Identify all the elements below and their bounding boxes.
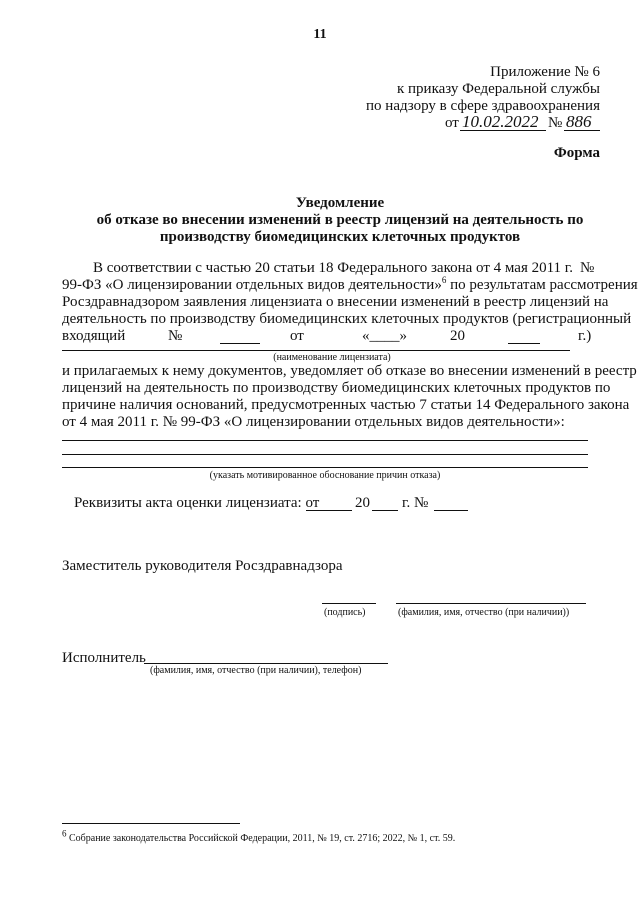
paragraph1-line2 (62, 277, 638, 294)
registration-number-blank (220, 343, 260, 344)
reason-caption: (указать мотивированное обоснование причин отказа) (209, 470, 441, 481)
registration-year-prefix: 20 (450, 328, 465, 344)
notice-title: Уведомление (295, 195, 385, 211)
registration-incoming-label: входящий (62, 328, 126, 344)
assessment-date-blank (306, 510, 352, 511)
paragraph2-line1: и прилагаемых к нему документов, уведомляет об отказе во внесении изменений в реестр (62, 363, 637, 379)
order-number-value: 886 (566, 112, 592, 131)
name-caption: (фамилия, имя, отчество (при наличии)) (398, 607, 570, 618)
footnote-separator (62, 823, 240, 824)
paragraph1-line4: деятельность по производству биомедицинских клеточных продуктов (регистрационный (62, 311, 632, 327)
order-date-line (460, 130, 546, 131)
registration-year-suffix: г.) (578, 328, 592, 344)
paragraph1-number-sign: № (580, 260, 595, 276)
paragraph2-line4: от 4 мая 2011 г. № 99-ФЗ «О лицензировании отдельных видов деятельности»: (62, 414, 565, 430)
paragraph1-line2-end: по результатам рассмотрения (446, 277, 638, 293)
order-number-line (564, 130, 600, 131)
form-label: Форма (553, 145, 600, 161)
name-line (396, 603, 586, 604)
notice-title-line2: об отказе во внесении изменений в реестр лицензий на деятельность по (96, 212, 584, 228)
assessment-label: Реквизиты акта оценки лицензиата: от (74, 495, 320, 511)
assessment-number-label: г. № (402, 495, 429, 511)
page-number: 11 (313, 27, 327, 42)
reason-line-2 (62, 454, 588, 455)
paragraph1-law-name: 99-ФЗ «О лицензировании отдельных видов деятельности» (62, 277, 442, 293)
registration-number-sign: № (168, 328, 183, 344)
appendix-order-line: к приказу Федеральной службы (396, 81, 600, 97)
footnote-text: Собрание законодательства Российской Федерации, 2011, № 19, ст. 2716; 2022, № 1, ст. 59. (66, 833, 456, 844)
signature-caption: (подпись) (324, 607, 366, 618)
executor-label: Исполнитель (62, 650, 146, 666)
footnote (62, 828, 456, 845)
registration-from-label: от (290, 328, 304, 344)
licensee-name-caption: (наименование лицензиата) (273, 352, 391, 363)
order-date-prefix: от (445, 115, 459, 131)
reason-line-1 (62, 440, 588, 441)
registration-day-blank: «____» (362, 328, 407, 344)
appendix-agency-line: по надзору в сфере здравоохранения (366, 98, 600, 114)
paragraph2-line3: причине наличия оснований, предусмотренных частью 7 статьи 14 Федерального закона (62, 397, 630, 413)
deputy-head-title: Заместитель руководителя Росздравнадзора (62, 558, 343, 574)
footnote-reference: 6 (441, 275, 447, 285)
assessment-number-blank (434, 510, 468, 511)
assessment-year-prefix: 20 (355, 495, 370, 511)
executor-caption: (фамилия, имя, отчество (при наличии), телефон) (150, 665, 362, 676)
notice-title-line3: производству биомедицинских клеточных продуктов (159, 229, 521, 245)
appendix-title: Приложение № 6 (490, 64, 600, 80)
paragraph2-line2: лицензий на деятельность по производству биомедицинских клеточных продуктов по (62, 380, 611, 396)
licensee-name-line (62, 350, 570, 351)
footnote-mark: 6 (62, 828, 67, 839)
order-date-value: 10.02.2022 (462, 112, 539, 131)
paragraph1-line1: В соответствии с частью 20 статьи 18 Федерального закона от 4 мая 2011 г. (93, 260, 573, 276)
order-number-prefix: № (548, 115, 563, 131)
signature-line (322, 603, 376, 604)
registration-year-blank (508, 343, 540, 344)
reason-line-3 (62, 467, 588, 468)
assessment-year-blank (372, 510, 398, 511)
paragraph1-line3: Росздравнадзором заявления лицензиата о внесении изменений в реестр лицензий на (62, 294, 609, 310)
executor-line (144, 663, 388, 664)
